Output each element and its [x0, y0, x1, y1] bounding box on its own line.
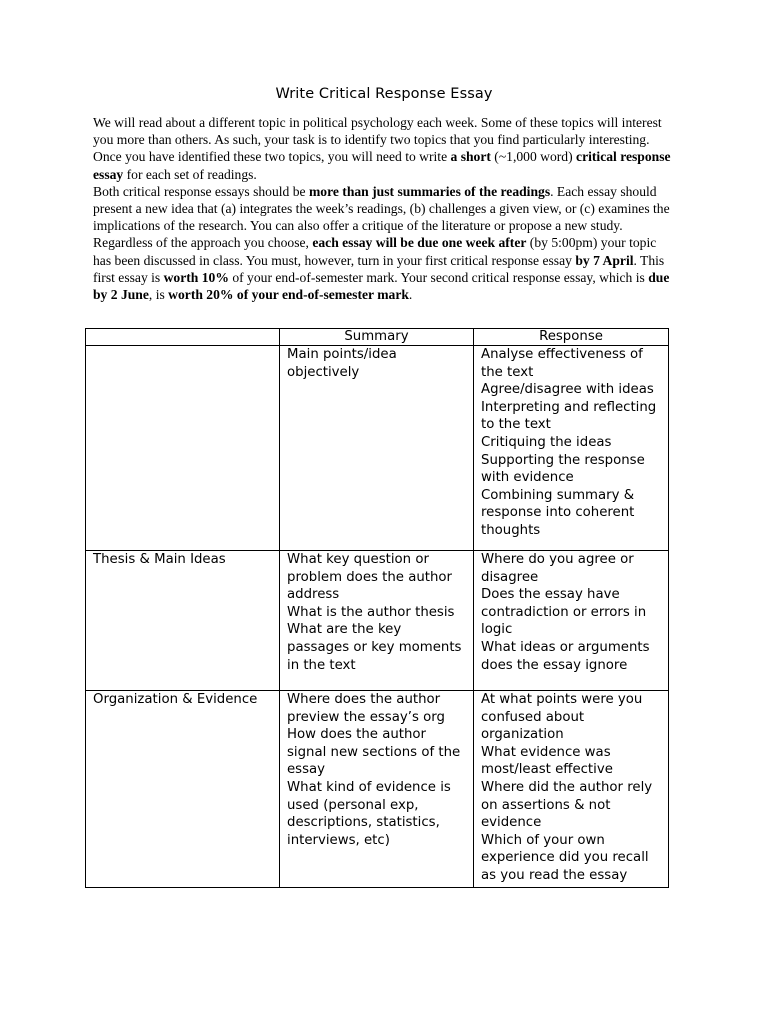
response-item: Where did the author rely on assertions & not evidence	[481, 779, 653, 831]
summary-cell	[280, 346, 474, 551]
response-cell	[474, 551, 669, 691]
response-item: What evidence was most/least effective	[481, 744, 613, 778]
page-title: Write Critical Response Essay	[275, 86, 493, 102]
summary-item: How does the author signal new sections of the essay	[287, 727, 461, 778]
intro-bold-run: worth 10%	[163, 269, 229, 285]
intro-paragraph-1	[93, 114, 673, 183]
summary-item: What is the author thesis	[287, 604, 455, 620]
header-cell-summary: Summary	[280, 329, 474, 346]
intro-paragraph-2	[93, 183, 673, 303]
table-row	[86, 346, 669, 551]
intro-bold-run: worth 20% of your end-of-semester mark	[168, 287, 409, 303]
summary-item: Main points/idea objectively	[287, 347, 397, 380]
summary-item: Where does the author preview the essay’s org	[287, 692, 445, 725]
intro-bold-run: by 7 April	[575, 252, 634, 268]
response-item: What ideas or arguments does the essay ignore	[481, 639, 650, 673]
row-label-cell: Thesis & Main Ideas	[86, 551, 280, 691]
intro-bold-run: critical response essay	[93, 149, 671, 182]
summary-cell	[280, 691, 474, 888]
response-item: Supporting the response with evidence	[481, 452, 645, 486]
intro-text-run: . Each essay should present a new idea that (a) integrates the week’s readings, (b) challenges a given view, or (c) examines the implications of the research. You can also offer a critique of the literature or propose a new study. Regardless of the approach you choose,	[93, 183, 670, 251]
intro-bold-run: a short	[450, 149, 491, 165]
intro-bold-run: each essay will be due one week after	[312, 235, 527, 251]
intro-text-run: We will read about a different topic in political psychology each week. Some of these topics will interest you more than others. As such, your task is to identify two topics that you find particularly interesting. Once you have identified these two topics, you will need to write	[93, 115, 662, 165]
response-cell	[474, 691, 669, 888]
response-item: Which of your own experience did you recall as you read the essay	[481, 832, 649, 883]
response-item: Does the essay have contradiction or errors in logic	[481, 587, 647, 638]
summary-response-table	[85, 328, 669, 888]
intro-text-run: .	[408, 287, 413, 303]
summary-item: What are the key passages or key moments in the text	[287, 622, 462, 673]
header-cell-response: Response	[474, 329, 669, 346]
header-cell-blank	[86, 329, 280, 346]
intro-text-run: (~1,000 word)	[490, 149, 577, 165]
intro-bold-run: more than just summaries of the readings	[308, 183, 551, 199]
response-item: Analyse effectiveness of the text	[481, 347, 643, 380]
summary-item: What key question or problem does the author address	[287, 552, 453, 603]
table-row	[86, 551, 669, 691]
intro-text-run: , is	[148, 287, 169, 303]
response-cell	[474, 346, 669, 551]
response-item: Where do you agree or disagree	[481, 552, 634, 585]
intro-text	[93, 114, 673, 303]
summary-item: What kind of evidence is used (personal exp, descriptions, statistics, interviews, etc)	[287, 779, 451, 848]
response-item: At what points were you confused about organization	[481, 692, 643, 743]
response-item: Combining summary & response into coherent thoughts	[481, 487, 635, 538]
intro-text-run: (by 5:00pm) your topic has been discussed in class. You must, however, turn in your first critical response essay	[93, 235, 657, 268]
intro-text-run: of your end-of-semester mark. Your second critical response essay, which is	[228, 269, 649, 285]
row-label-cell: Organization & Evidence	[86, 691, 280, 888]
intro-text-run: . This first essay is	[93, 252, 665, 285]
table-row	[86, 691, 669, 888]
row-label-cell	[86, 346, 280, 551]
table-header-row	[86, 329, 669, 346]
intro-bold-run: due by 2 June	[93, 269, 670, 303]
intro-text-run: Both critical response essays should be	[93, 183, 309, 199]
response-item: Critiquing the ideas	[481, 434, 612, 450]
intro-text-run: for each set of readings.	[123, 166, 257, 182]
summary-cell	[280, 551, 474, 691]
response-item: Agree/disagree with ideas	[481, 382, 654, 398]
response-item: Interpreting and reflecting to the text	[481, 399, 657, 433]
